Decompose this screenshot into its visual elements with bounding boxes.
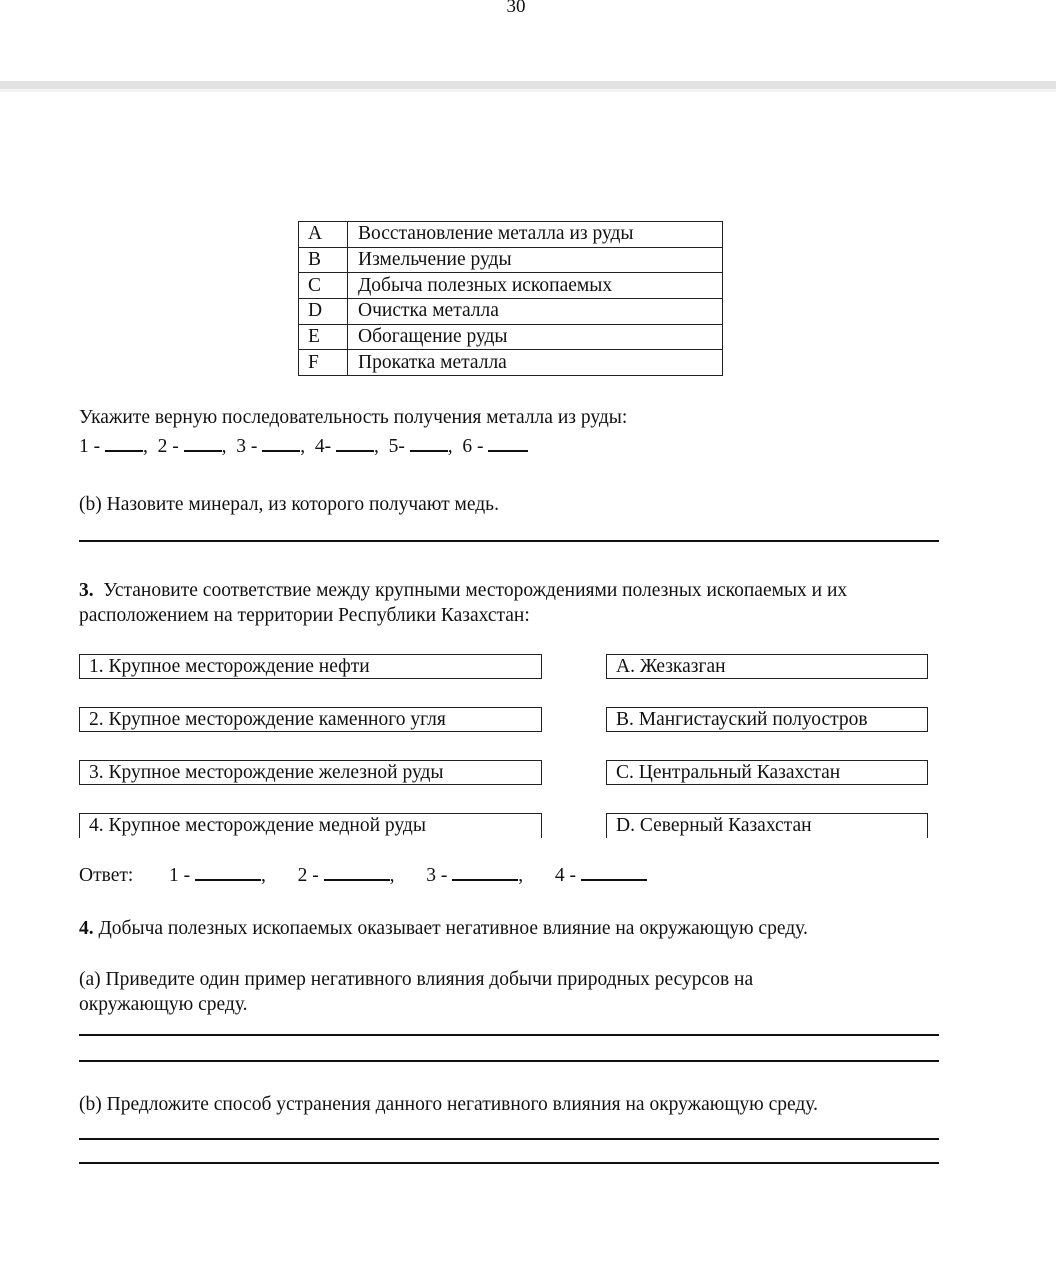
step-label: Добыча полезных ископаемых (348, 273, 723, 299)
step-key: F (299, 350, 348, 376)
answer-line[interactable] (79, 1138, 939, 1140)
page-number: 30 (506, 0, 526, 17)
answer-blank[interactable] (410, 449, 448, 452)
deposit-item: 2. Крупное месторождение каменного угля (79, 707, 542, 732)
location-item: D. Северный Казахстан (606, 813, 928, 838)
answer-blank[interactable] (184, 449, 222, 452)
slot-label: 5- (388, 436, 405, 457)
step-key: D (299, 299, 348, 325)
question3-text-line2: расположением на территории Республики Казахстан: (79, 605, 530, 626)
question4-text (79, 918, 808, 940)
question-text: Установите соответствие между крупными месторождениями полезных ископаемых и их (103, 580, 848, 601)
answer-line[interactable] (79, 540, 939, 542)
location-item: C. Центральный Казахстан (606, 760, 928, 785)
question4-part-a-line1: (a) Приведите один пример негативного влияния добычи природных ресурсов на (79, 969, 754, 990)
question4-part-a-line2: окружающую среду. (79, 994, 248, 1015)
answer-blank[interactable] (452, 878, 518, 881)
answer-blank[interactable] (105, 449, 143, 452)
table-row (299, 324, 723, 350)
step-label: Очистка металла (348, 299, 723, 325)
step-key: A (299, 222, 348, 248)
step-label: Прокатка металла (348, 350, 723, 376)
slot-label: 6 - (462, 436, 484, 457)
answer-blank[interactable] (262, 449, 300, 452)
page-separator (0, 81, 1056, 89)
answer-blank[interactable] (195, 878, 261, 881)
slot-label: 3 - (426, 865, 448, 886)
deposit-item: 1. Крупное месторождение нефти (79, 654, 542, 679)
slot-label: 1 - (169, 865, 191, 886)
question-number: 3. (79, 580, 94, 601)
step-label: Измельчение руды (348, 247, 723, 273)
slot-label: 3 - (236, 436, 258, 457)
location-item: B. Мангистауский полуостров (606, 707, 928, 732)
sequence-prompt: Укажите верную последовательность получения металла из руды: (79, 407, 628, 428)
table-row (299, 350, 723, 376)
answer-blank[interactable] (336, 449, 374, 452)
answer-line[interactable] (79, 1060, 939, 1062)
deposit-item: 4. Крупное месторождение медной руды (79, 813, 542, 838)
answer-blank[interactable] (581, 878, 647, 881)
question4-part-b: (b) Предложите способ устранения данного негативного влияния на окружающую среду. (79, 1094, 818, 1115)
question3-answer-row: Ответ: 1 - , 2 - , 3 - , 4 - (79, 865, 647, 887)
page-separator-shadow (0, 89, 1056, 92)
question-number: 4. (79, 918, 94, 939)
question-text: Добыча полезных ископаемых оказывает негативное влияние на окружающую среду. (98, 918, 808, 939)
answer-blank[interactable] (324, 878, 390, 881)
step-key: E (299, 324, 348, 350)
slot-label: 2 - (297, 865, 319, 886)
table-row (299, 222, 723, 248)
step-key: C (299, 273, 348, 299)
table-row (299, 273, 723, 299)
step-key: B (299, 247, 348, 273)
answer-line[interactable] (79, 1162, 939, 1164)
step-label: Восстановление металла из руды (348, 222, 723, 248)
copper-mineral-prompt: (b) Назовите минерал, из которого получают медь. (79, 494, 499, 515)
question3-text-line1 (79, 580, 847, 602)
step-label: Обогащение руды (348, 324, 723, 350)
slot-label: 4- (314, 436, 332, 457)
answer-line[interactable] (79, 1034, 939, 1036)
answer-blank[interactable] (488, 449, 528, 452)
process-steps-table (298, 221, 723, 376)
slot-label: 4 - (554, 865, 577, 886)
sequence-answer-row: 1 - , 2 - , 3 - , 4- , 5- , 6 - (79, 436, 528, 458)
location-item: A. Жезказган (606, 654, 928, 679)
slot-label: 1 - (79, 436, 101, 457)
slot-label: 2 - (157, 436, 179, 457)
table-row (299, 299, 723, 325)
deposit-item: 3. Крупное месторождение железной руды (79, 760, 542, 785)
table-row (299, 247, 723, 273)
answer-label: Ответ: (79, 865, 134, 886)
